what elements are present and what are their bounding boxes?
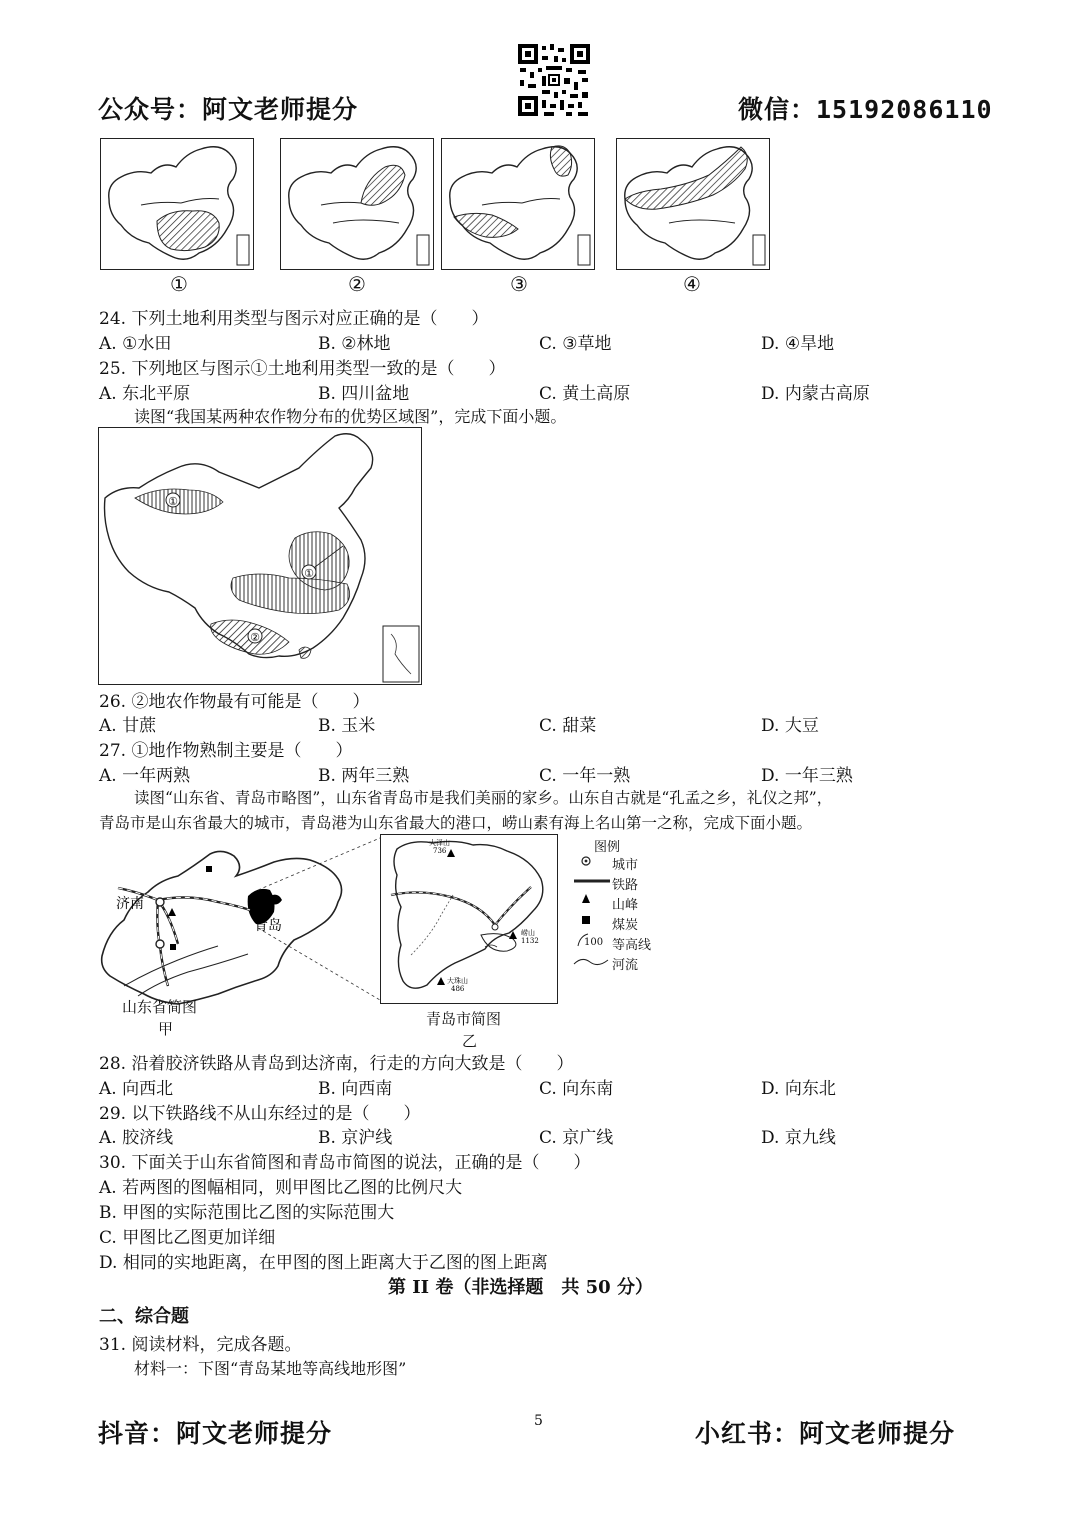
peak-dazhushan: 大珠山 — [447, 977, 468, 985]
legend-city: 城市 — [612, 858, 639, 873]
q26-option-c[interactable]: C. 甜菜 — [539, 716, 597, 736]
jinan-label: 济南 — [116, 896, 144, 912]
q24-option-d[interactable]: D. ④旱地 — [761, 334, 835, 354]
crop-label-1a: ① — [168, 495, 178, 508]
map-label-3: ③ — [510, 272, 528, 296]
land-use-map-3 — [441, 138, 595, 270]
question-30-stem: 30. 下面关于山东省简图和青岛市简图的说法，正确的是（ ） — [99, 1153, 591, 1173]
q24-option-c[interactable]: C. ③草地 — [539, 334, 612, 354]
shandong-caption: 山东省简图 — [122, 998, 198, 1016]
map-label-1: ① — [170, 272, 188, 296]
q28-option-a[interactable]: A. 向西北 — [99, 1079, 174, 1099]
legend-contour: 等高线 — [612, 938, 652, 953]
intro-shandong-line2: 青岛市是山东省最大的城市，青岛港为山东省最大的港口，崂山素有海上名山第一之称，完成下面小题。 — [99, 814, 813, 832]
part2-title: 第 II 卷（非选择题 共 50 分） — [388, 1277, 653, 1298]
qingdao-label: 青岛 — [254, 918, 282, 934]
peak-dazhushan-height: 486 — [451, 985, 465, 993]
legend-coal: 煤炭 — [612, 918, 639, 933]
page-number: 5 — [534, 1413, 543, 1429]
land-use-map-4 — [616, 138, 770, 270]
map-label-2: ② — [348, 272, 366, 296]
q27-option-b[interactable]: B. 两年三熟 — [318, 766, 410, 786]
crop-label-2: ② — [250, 631, 260, 644]
legend-peak: 山峰 — [612, 898, 639, 913]
q25-option-a[interactable]: A. 东北平原 — [99, 384, 191, 404]
qr-code — [516, 42, 592, 118]
footer-left: 抖音：阿文老师提分 — [98, 1419, 333, 1448]
q29-option-c[interactable]: C. 京广线 — [539, 1128, 614, 1148]
q28-option-c[interactable]: C. 向东南 — [539, 1079, 614, 1099]
question-24-stem: 24. 下列土地利用类型与图示对应正确的是（ ） — [99, 309, 489, 329]
q30-option-b[interactable]: B. 甲图的实际范围比乙图的实际范围大 — [99, 1203, 395, 1223]
question-27-stem: 27. ①地作物熟制主要是（ ） — [99, 741, 353, 761]
q26-option-b[interactable]: B. 玉米 — [318, 716, 376, 736]
footer-right: 小红书：阿文老师提分 — [695, 1419, 956, 1448]
peak-icon — [582, 894, 590, 903]
peak-laoshan: 崂山 — [521, 929, 535, 937]
q25-option-c[interactable]: C. 黄土高原 — [539, 384, 631, 404]
peak-laoshan-height: 1132 — [521, 937, 539, 945]
q28-option-b[interactable]: B. 向西南 — [318, 1079, 393, 1099]
legend-river: 河流 — [612, 958, 639, 973]
legend-contour-value: 100 — [584, 937, 604, 948]
q30-option-a[interactable]: A. 若两图的图幅相同，则甲图比乙图的比例尺大 — [99, 1178, 463, 1198]
peak-dazeshan: 大泽山 — [429, 839, 450, 847]
crop-label-1b: ① — [304, 567, 314, 580]
coal-icon — [582, 916, 590, 924]
river-icon — [574, 959, 608, 964]
q29-option-a[interactable]: A. 胶济线 — [99, 1128, 174, 1148]
legend-railway: 铁路 — [612, 878, 639, 893]
qingdao-caption: 青岛市简图 — [426, 1010, 502, 1028]
intro-crops: 读图“我国某两种农作物分布的优势区域图”，完成下面小题。 — [134, 407, 567, 426]
legend-title: 图例 — [594, 840, 621, 855]
q25-option-b[interactable]: B. 四川盆地 — [318, 384, 410, 404]
q27-option-a[interactable]: A. 一年两熟 — [99, 766, 191, 786]
shandong-caption-2: 甲 — [158, 1020, 174, 1038]
question-29-stem: 29. 以下铁路线不从山东经过的是（ ） — [99, 1104, 421, 1124]
q24-option-b[interactable]: B. ②林地 — [318, 334, 391, 354]
qingdao-caption-2: 乙 — [462, 1032, 478, 1050]
material-1: 材料一：下图“青岛某地等高线地形图” — [134, 1359, 407, 1378]
q24-option-a[interactable]: A. ①水田 — [99, 334, 172, 354]
q30-option-c[interactable]: C. 甲图比乙图更加详细 — [99, 1228, 276, 1248]
qingdao-map — [380, 834, 558, 1004]
question-28-stem: 28. 沿着胶济铁路从青岛到达济南，行走的方向大致是（ ） — [99, 1054, 574, 1074]
question-31-stem: 31. 阅读材料，完成各题。 — [99, 1335, 302, 1355]
map-label-4: ④ — [683, 272, 701, 296]
q30-option-d[interactable]: D. 相同的实地距离，在甲图的图上距离大于乙图的图上距离 — [99, 1253, 548, 1273]
header-right: 微信：15192086110 — [738, 95, 993, 124]
q29-option-d[interactable]: D. 京九线 — [761, 1128, 836, 1148]
q25-option-d[interactable]: D. 内蒙古高原 — [761, 384, 870, 404]
question-25-stem: 25. 下列地区与图示①土地利用类型一致的是（ ） — [99, 359, 506, 379]
q26-option-a[interactable]: A. 甘蔗 — [99, 716, 157, 736]
q29-option-b[interactable]: B. 京沪线 — [318, 1128, 393, 1148]
question-26-stem: 26. ②地农作物最有可能是（ ） — [99, 692, 370, 712]
section-title: 二、综合题 — [99, 1306, 189, 1327]
q28-option-d[interactable]: D. 向东北 — [761, 1079, 836, 1099]
legend — [572, 836, 682, 976]
q27-option-c[interactable]: C. 一年一熟 — [539, 766, 631, 786]
header-left: 公众号：阿文老师提分 — [98, 95, 359, 124]
q26-option-d[interactable]: D. 大豆 — [761, 716, 819, 736]
peak-dazeshan-height: 736 — [433, 847, 447, 855]
intro-shandong-line1: 读图“山东省、青岛市略图”，山东省青岛市是我们美丽的家乡。山东自古就是“孔孟之乡，礼仪之邦”， — [134, 789, 833, 807]
q27-option-d[interactable]: D. 一年三熟 — [761, 766, 853, 786]
